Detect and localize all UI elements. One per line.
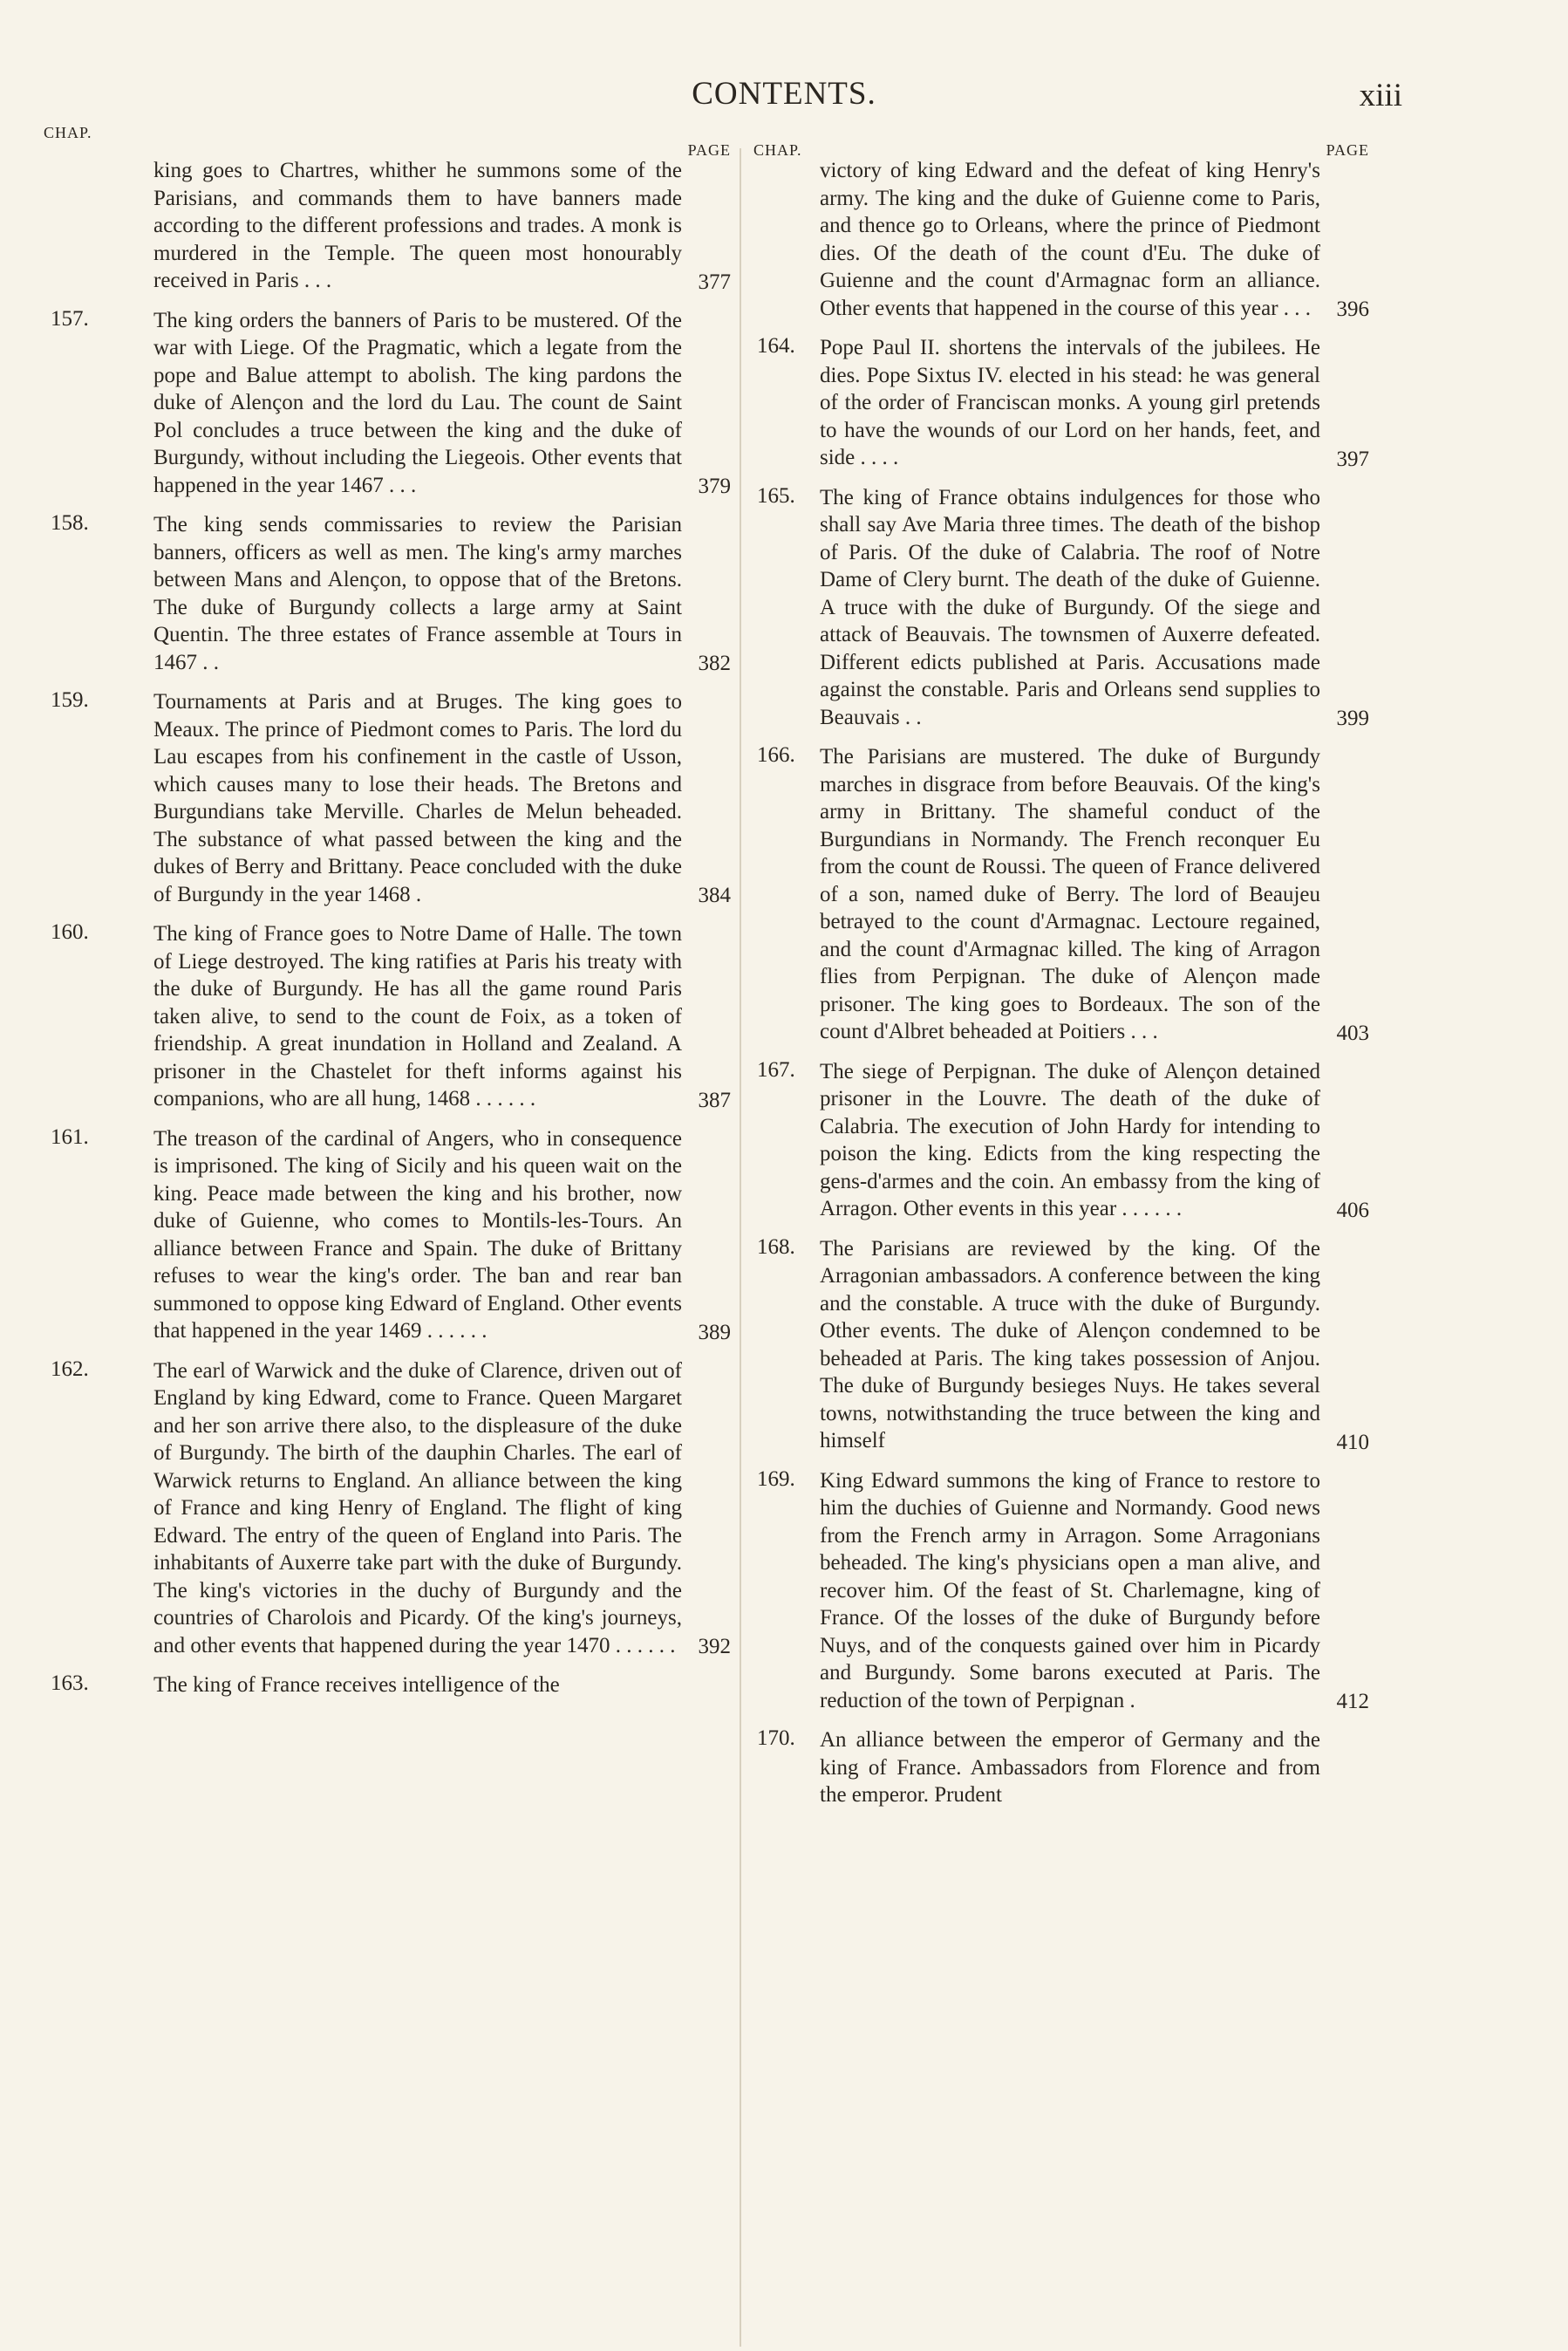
chapter-summary: The earl of Warwick and the duke of Clarence, driven out of England by king Edward, come to France. Queen Margaret and her son arrive there also, to the displeasure of the duke of Burgundy. The birth of the dauphin Charles. The earl of Warwick returns to England. An alliance between the king of France and king Henry of England. The flight of king Edward. The entry of the queen of England into Paris. The inhabitants of Auxerre take part with the duke of Burgundy. The king's victories in the duchy of Burgundy and the countries of Charolois and Picardy. Of the king's journeys, and other events that happened during the year 1470 . . . . . . <box>153 1358 682 1657</box>
chapter-summary: The king sends commissaries to review the Parisian banners, officers as well as men. The king's army marches between Mans and Alençon, to oppose that of the Bretons. The duke of Burgundy collects a large army at Saint Quentin. The three estates of France assemble at Tours in 1467 . . <box>153 513 682 674</box>
page-number: 384 <box>693 884 732 908</box>
chapter-number: 159. <box>51 688 89 712</box>
chapter-number: 162. <box>51 1357 89 1381</box>
chapter-number: 167. <box>757 1057 795 1082</box>
page-number: 377 <box>693 270 732 295</box>
contents-entry <box>759 157 1369 322</box>
page-label: PAGE <box>1326 141 1369 159</box>
chapter-number: 169. <box>757 1466 795 1491</box>
chapter-summary: victory of king Edward and the defeat of king Henry's army. The king and the duke of Guienne come to Paris, and thence go to Orleans, where the prince of Piedmont dies. Of the death of the count d'Eu. The duke of Guienne and the count d'Armagnac form an alliance. Other events that happened in the course of this year . . . <box>820 159 1320 320</box>
page-number: 410 <box>1332 1431 1370 1455</box>
contents-entry <box>51 1357 731 1660</box>
page-number: 382 <box>693 652 732 676</box>
chapter-summary: The king of France receives intelligence of the <box>153 1673 560 1697</box>
chapter-number: 164. <box>757 334 795 358</box>
contents-entry <box>759 1235 1369 1455</box>
chapter-summary: Pope Paul II. shortens the intervals of the jubilees. He dies. Pope Sixtus IV. elected in his stead: he was general of the order of Franciscan monks. A young girl pretends to have the wounds of our Lord on her hands, feet, and side . . . . <box>820 336 1320 469</box>
chapter-summary: king goes to Chartres, whither he summons some of the Parisians, and commands them to have banners made according to the different professions and trades. A monk is murdered in the Temple. The queen most honourably received in Paris . . . <box>153 159 682 292</box>
contents-entry <box>759 743 1369 1046</box>
chap-label: CHAP. <box>44 124 92 141</box>
chapter-number: 165. <box>757 483 795 508</box>
contents-entry <box>51 1124 731 1345</box>
contents-entry <box>759 1726 1369 1809</box>
chapter-summary: The king of France obtains indulgences for those who shall say Ave Maria three times. The death of the bishop of Paris. Of the duke of Calabria. The roof of Notre Dame of Clery burnt. The death of the duke of Guienne. A truce with the duke of Burgundy. Of the siege and attack of Beauvais. The townsmen of Auxerre defeated. Different edicts published at Paris. Accusations made against the constable. Paris and Orleans send supplies to Beauvais . . <box>820 485 1320 729</box>
left-column <box>44 124 731 1712</box>
contents-entry <box>51 920 731 1113</box>
chapter-summary: The treason of the cardinal of Angers, who in consequence is imprisoned. The king of Sicily and his queen wait on the king. Peace made between the king and his brother, now duke of Guienne, who comes to Montils-les-Tours. An alliance between France and Spain. The duke of Brittany refuses to wear the king's order. The ban and rear ban summoned to oppose king Edward of England. Other events that happened in the year 1469 . . . . . . <box>153 1126 682 1343</box>
right-column <box>753 129 1369 1821</box>
chapter-summary: An alliance between the emperor of Germany and the king of France. Ambassadors from Florence and from the emperor. Prudent <box>820 1728 1320 1807</box>
page-number: 387 <box>693 1089 732 1113</box>
contents-entry <box>759 484 1369 732</box>
page-title: CONTENTS. <box>692 76 876 112</box>
page-number: 397 <box>1332 448 1370 472</box>
page-label: PAGE <box>687 141 731 159</box>
chapter-summary: The Parisians are mustered. The duke of Burgundy marches in disgrace from before Beauvais. Of the king's army in Brittany. The shameful conduct of the Burgundians in Normandy. The French reconquer Eu from the count de Roussi. The queen of France delivered of a son, named duke of Berry. The lord of Beaujeu betrayed to the count d'Armagnac. Lectoure regained, and the count d'Armagnac killed. The king of Arragon flies from Perpignan. The duke of Alençon made prisoner. The king goes to Bordeaux. The son of the count d'Albret beheaded at Poitiers . . . <box>820 745 1320 1043</box>
chapter-number: 161. <box>51 1124 89 1149</box>
contents-entry <box>51 688 731 908</box>
chapter-summary: The siege of Perpignan. The duke of Alençon detained prisoner in the Louvre. The death of the duke of Calabria. The execution of John Hardy for intending to poison the king. Edicts from the king respecting the gens-d'armes and the coin. An embassy from the king of Arragon. Other events in this year . . . . . . <box>820 1059 1320 1220</box>
contents-entry <box>153 157 731 295</box>
chapter-summary: The Parisians are reviewed by the king. Of the Arragonian ambassadors. A conference between the king and the constable. A truce with the duke of Burgundy. Other events. The duke of Alençon condemned to be beheaded at Paris. The king takes possession of Anjou. The duke of Burgundy besieges Nuys. He takes several towns, notwithstanding the truce between the king and himself <box>820 1236 1320 1452</box>
contents-entry <box>51 306 731 500</box>
running-head <box>0 75 1568 127</box>
chapter-number: 170. <box>757 1726 795 1750</box>
page-number: 399 <box>1332 707 1370 731</box>
right-column-head <box>753 129 1369 159</box>
contents-entry <box>759 1058 1369 1223</box>
page-folio: xiii <box>1359 78 1402 113</box>
chapter-summary: King Edward summons the king of France to restore to him the duchies of Guienne and Normandy. Good news from the French army in Arragon. Some Arragonians beheaded. The king's physicians open a man alive, and recover him. Of the feast of St. Charlemagne, king of France. Of the losses of the duke of Burgundy before Nuys, and of the conquests gained over him in Picardy and Burgundy. Some barons executed at Paris. The reduction of the town of Perpignan . <box>820 1468 1320 1712</box>
page-number: 396 <box>1332 297 1370 322</box>
chapter-number: 160. <box>51 920 89 944</box>
contents-list <box>759 157 1369 1809</box>
chapter-number: 166. <box>757 743 795 767</box>
contents-entry <box>51 1671 731 1699</box>
contents-list <box>51 157 731 1699</box>
chapter-number: 158. <box>51 511 89 535</box>
chap-label: CHAP. <box>753 141 802 159</box>
page-number: 403 <box>1332 1022 1370 1046</box>
left-column-head <box>44 124 731 159</box>
page-number: 392 <box>693 1635 732 1659</box>
page-number: 389 <box>693 1321 732 1345</box>
chapter-number: 163. <box>51 1671 89 1695</box>
chapter-summary: Tournaments at Paris and at Bruges. The king goes to Meaux. The prince of Piedmont comes to Paris. The lord du Lau escapes from his confinement in the castle of Usson, which causes many to lose their heads. The Bretons and Burgundians take Merville. Charles de Melun beheaded. The substance of what passed between the king and the dukes of Berry and Brittany. Peace concluded with the duke of Burgundy in the year 1468 . <box>153 690 682 906</box>
chapter-number: 168. <box>757 1234 795 1259</box>
contents-entry <box>51 511 731 676</box>
chapter-number: 157. <box>51 306 89 331</box>
contents-entry <box>759 334 1369 472</box>
chapter-summary: The king of France goes to Notre Dame of Halle. The town of Liege destroyed. The king ratifies at Paris his treaty with the duke of Burgundy. He has all the game round Paris taken alive, to send to the count de Foix, as a token of friendship. A great inundation in Holland and Zealand. A prisoner in the Chastelet for theft informs against his companions, who are all hung, 1468 . . . . . . <box>153 922 682 1111</box>
page-number: 412 <box>1332 1690 1370 1714</box>
page-number: 379 <box>693 475 732 499</box>
chapter-summary: The king orders the banners of Paris to be mustered. Of the war with Liege. Of the Pragmatic, which a legate from the pope and Balue attempt to abolish. The king pardons the duke of Alençon and the lord du Lau. The count de Saint Pol concludes a truce between the king and the duke of Burgundy, without including the Liegeois. Other events that happened in the year 1467 . . . <box>153 308 682 497</box>
page-number: 406 <box>1332 1199 1370 1223</box>
column-divider <box>740 148 741 2347</box>
contents-entry <box>759 1467 1369 1715</box>
